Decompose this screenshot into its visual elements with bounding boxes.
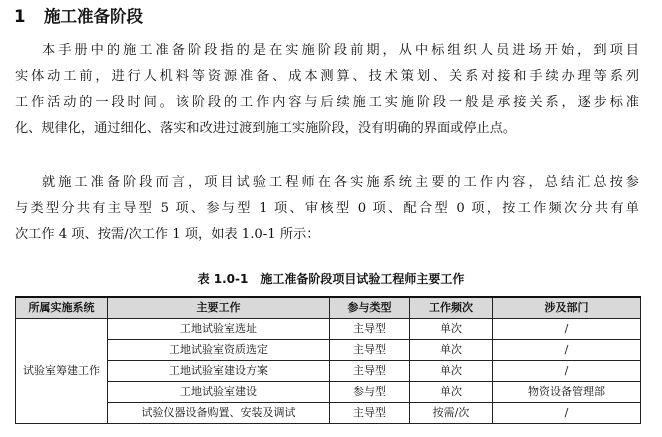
cell-work: 工地试验室建设方案 (108, 361, 330, 382)
paragraph-line: 实体动工前，进行人机料等资源准备、成本测算、技术策划、关系对接和手续办理等系列 (15, 69, 639, 84)
section-number: 1 (14, 7, 26, 26)
table-row (16, 403, 641, 424)
cell-department: 物资设备管理部 (493, 382, 641, 403)
table-row (16, 361, 641, 382)
paragraph-line: 本手册中的施工准备阶段指的是在实施阶段前期，从中标组织人员进场开始，到项目 (42, 43, 639, 58)
cell-type: 主导型 (330, 403, 410, 424)
section-title: 施工准备阶段 (44, 7, 143, 26)
work-table (15, 296, 641, 424)
cell-frequency: 单次 (410, 382, 493, 403)
section-heading (14, 5, 143, 29)
cell-department: / (493, 319, 641, 340)
table-row (16, 319, 641, 340)
paragraph-intro (15, 38, 639, 142)
cell-department: / (493, 361, 641, 382)
paragraph-line: 工作活动的一段时间。该阶段的工作内容与后续施工实施阶段一般是承接关系，逐步标准 (15, 95, 639, 110)
paragraph-line: 次工作 4 项、按需/次工作 1 项，如表 1.0-1 所示： (15, 227, 320, 242)
header-frequency: 工作频次 (410, 297, 493, 319)
cell-work: 工地试验室选址 (108, 319, 330, 340)
cell-frequency: 单次 (410, 340, 493, 361)
table-caption-title: 施工准备阶段项目试验工程师主要工作 (260, 272, 465, 286)
cell-type: 参与型 (330, 382, 410, 403)
header-department: 涉及部门 (493, 297, 641, 319)
cell-type: 主导型 (330, 340, 410, 361)
group-cell: 试验室筹建工作 (16, 319, 108, 424)
cell-frequency: 单次 (410, 361, 493, 382)
paragraph-line: 化、规律化，通过细化、落实和改进过渡到施工实施阶段，没有明确的界面或停止点。 (15, 121, 517, 136)
table-caption (0, 270, 662, 288)
header-system: 所属实施系统 (16, 297, 108, 319)
table-row (16, 340, 641, 361)
cell-type: 主导型 (330, 319, 410, 340)
paragraph-line: 就施工准备阶段而言，项目试验工程师在各实施系统主要的工作内容，总结汇总按参 (42, 175, 639, 190)
cell-work: 试验仪器设备购置、安装及调试 (108, 403, 330, 424)
header-work: 主要工作 (108, 297, 330, 319)
table-row (16, 382, 641, 403)
cell-frequency: 单次 (410, 319, 493, 340)
table-caption-number: 表 1.0-1 (197, 272, 249, 286)
paragraph-summary (15, 170, 639, 248)
cell-frequency: 按需/次 (410, 403, 493, 424)
cell-type: 主导型 (330, 361, 410, 382)
cell-work: 工地试验室资质选定 (108, 340, 330, 361)
header-type: 参与类型 (330, 297, 410, 319)
cell-department: / (493, 340, 641, 361)
table-header-row (16, 297, 641, 319)
cell-department: / (493, 403, 641, 424)
cell-work: 工地试验室建设 (108, 382, 330, 403)
paragraph-line: 与类型分共有主导型 5 项、参与型 1 项、审核型 0 项、配合型 0 项，按工作频次分共有单 (15, 201, 639, 216)
